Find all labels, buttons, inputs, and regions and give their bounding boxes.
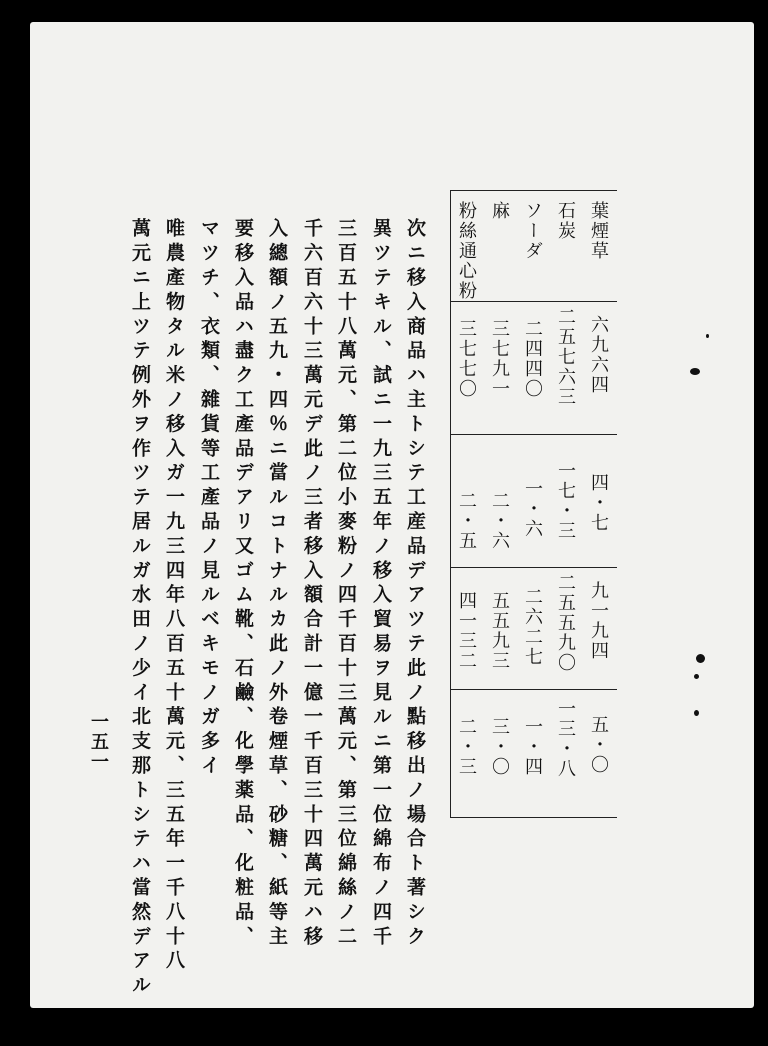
body-text-column: 異ツテキル、試ニ一九三五年ノ移入貿易ヲ見ルニ第一位綿布ノ四千 [370,218,392,950]
table-divider [451,434,617,435]
body-text-column: 三百五十八萬元、第二位小麥粉ノ四千百十三萬元、第三位綿絲ノ二 [335,218,357,950]
table-cell: 一・六 [522,479,543,539]
table-cell: 九一九四 [588,581,609,661]
table-divider [451,301,617,302]
table-cell: 一・四 [522,717,543,777]
table-cell: 二五七六三 [555,307,576,407]
body-text-column: 千六百六十三萬元デ此ノ三者移入額合計一億一千百三十四萬元ハ移 [301,218,323,950]
table-cell: 二・五 [456,491,477,551]
table-cell: 石炭 [555,201,576,241]
trade-table [450,190,617,818]
document-page [30,22,754,1008]
table-cell: 二・三 [456,717,477,777]
table-divider [451,567,617,568]
table-cell: 葉煙草 [588,201,609,261]
table-cell: 六九六四 [588,315,609,395]
table-cell: 一七・三 [555,461,576,541]
table-cell: 二五五九〇 [555,573,576,673]
scan-speck [696,654,705,663]
scan-speck [706,334,709,338]
table-cell: 三七七〇 [456,319,477,399]
table-cell: 四一三二 [456,591,477,671]
body-text-column: 唯農產物タル米ノ移入ガ一九三四年八百五十萬元、三五年一千八十八 [163,218,185,975]
table-cell: 麻 [489,201,510,221]
table-cell: 四・七 [588,473,609,533]
table-cell: 一三・八 [555,699,576,779]
body-text-column: マツチ、衣類、雜貨等工產品ノ見ルベキモノガ多イ [198,218,220,780]
table-cell: ソーダ [522,201,543,261]
table-cell: 二・六 [489,491,510,551]
table-cell: 五・〇 [588,715,609,775]
table-cell: 五五九三 [489,591,510,671]
table-cell: 三七九一 [489,319,510,399]
body-text-column: 萬元ニ上ツテ例外ヲ作ツテ居ルガ水田ノ少イ北支那トシテハ當然デアル [129,218,151,999]
table-cell: 三・〇 [489,717,510,777]
table-cell: 粉絲通心粉 [456,201,477,301]
table-cell: 二六二七 [522,587,543,667]
body-text-column: 次ニ移入商品ハ主トシテ工産品デアツテ此ノ點移出ノ場合ト著シク [404,218,426,950]
scan-speck [690,368,700,375]
table-divider [451,689,617,690]
page-number: 一五一 [88,712,109,772]
scan-speck [694,710,699,716]
scan-speck [694,674,699,679]
body-text-column: 要移入品ハ盡ク工產品デアリ又ゴム靴、石鹼、化學薬品、化粧品、 [232,218,254,950]
body-text-column: 入總額ノ五九・四％ニ當ルコトナルカ此ノ外卷煙草、砂糖、紙等主 [266,218,288,950]
table-cell: 二四四〇 [522,319,543,399]
